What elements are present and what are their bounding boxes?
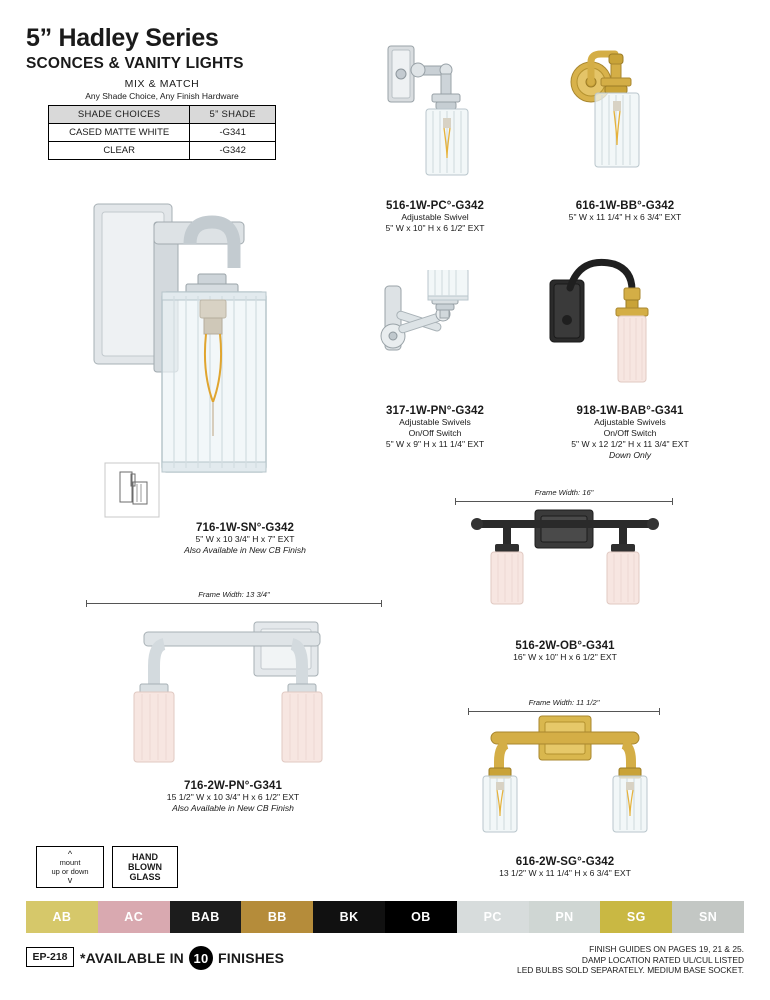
- product-sku: 918-1W-BAB°-G341: [576, 405, 684, 417]
- finish-code: BK: [339, 910, 359, 924]
- product-dimensions: 5" W x 11 1/4" H x 6 3/4" EXT: [568, 212, 682, 222]
- finish-color-bar: [26, 901, 744, 933]
- product-sku: 716-1W-SN°-G342: [196, 522, 294, 534]
- chevron-down-icon: v: [67, 875, 73, 885]
- product-image-716-2W-PN: [86, 604, 382, 769]
- finish-swatch-bk: [313, 901, 385, 933]
- finish-code: SN: [698, 910, 718, 924]
- mix-match-subtitle: Any Shade Choice, Any Finish Hardware: [85, 91, 239, 101]
- product-note: Also Available in New CB Finish: [172, 803, 294, 813]
- product-note: Down Only: [608, 450, 652, 460]
- table-header-row: [49, 106, 276, 124]
- available-text: *AVAILABLE IN: [80, 950, 184, 966]
- cell-shade-name: CASED MATTE WHITE: [49, 124, 190, 142]
- product-caption-918-1W-BAB: [530, 405, 730, 461]
- product-image-918-1W-BAB: [540, 258, 700, 406]
- mix-and-match-block: [48, 78, 276, 160]
- product-dimensions: 5" W x 12 1/2" H x 11 3/4" EXT: [571, 439, 689, 449]
- footer-notes: [517, 944, 744, 976]
- table-row: [49, 124, 276, 142]
- product-dimensions: 5" W x 9" H x 11 1/4" EXT: [385, 439, 485, 449]
- column-header-shade-choices: SHADE CHOICES: [49, 106, 190, 124]
- mount-label-line2: up or down: [51, 867, 89, 876]
- finish-code: BB: [267, 910, 287, 924]
- page-subtitle: SCONCES & VANITY LIGHTS: [26, 55, 244, 72]
- finish-swatch-pn: [529, 901, 601, 933]
- product-inset-line-art-716-1W-SN: [104, 462, 160, 518]
- product-image-716-1W-SN: [86, 196, 316, 496]
- finish-code: SG: [626, 910, 646, 924]
- footer-note-line: LED BULBS SOLD SEPARATELY. MEDIUM BASE SOCKET.: [517, 965, 744, 975]
- chevron-up-icon: ^: [67, 849, 73, 859]
- page-code-badge: EP-218: [26, 947, 74, 967]
- product-caption-716-2W-PN: [120, 780, 346, 814]
- product-detail: Adjustable Swivels: [399, 417, 471, 427]
- table-row: [49, 142, 276, 160]
- product-image-516-1W-PC: [370, 40, 500, 195]
- product-detail: Adjustable Swivel: [401, 212, 469, 222]
- page-title: 5” Hadley Series: [26, 24, 219, 52]
- finish-code: AC: [124, 910, 144, 924]
- mix-match-title: MIX & MATCH: [124, 78, 200, 90]
- product-sku: 516-2W-OB°-G341: [515, 640, 615, 652]
- product-sku: 516-1W-PC°-G342: [386, 200, 484, 212]
- finish-swatch-pc: [457, 901, 529, 933]
- finish-swatch-bab: [170, 901, 242, 933]
- product-sku: 616-2W-SG°-G342: [515, 856, 615, 868]
- frame-width-label: Frame Width: 11 1/2": [528, 698, 600, 707]
- product-dimensions: 15 1/2" W x 10 3/4" H x 6 1/2" EXT: [166, 792, 300, 802]
- product-caption-616-1W-BB: [530, 200, 720, 223]
- frame-width-label: Frame Width: 16": [534, 488, 594, 497]
- product-sku: 716-2W-PN°-G341: [184, 780, 282, 792]
- finish-swatch-ob: [385, 901, 457, 933]
- product-note: Also Available in New CB Finish: [184, 545, 306, 555]
- product-caption-616-2W-SG: [465, 856, 665, 879]
- hand-blown-line1: HAND: [132, 852, 158, 862]
- cell-shade-code: -G341: [190, 124, 276, 142]
- finish-count-badge: 10: [189, 946, 213, 970]
- product-caption-516-2W-OB: [465, 640, 665, 663]
- finishes-word: FINISHES: [217, 950, 285, 966]
- finish-code: PN: [555, 910, 574, 924]
- product-dimensions: 5" W x 10 3/4" H x 7" EXT: [195, 534, 295, 544]
- finish-swatch-ab: [26, 901, 98, 933]
- hand-blown-line2: BLOWN: [128, 862, 162, 872]
- finish-swatch-bb: [241, 901, 313, 933]
- product-dimensions: 16" W x 10" H x 6 1/2" EXT: [513, 652, 617, 662]
- cell-shade-name: CLEAR: [49, 142, 190, 160]
- product-caption-317-1W-PN: [340, 405, 530, 450]
- finish-code: AB: [52, 910, 72, 924]
- page-header: [26, 24, 244, 73]
- finish-code: BAB: [191, 910, 220, 924]
- product-detail: Adjustable Swivels: [594, 417, 666, 427]
- footer-note-line: DAMP LOCATION RATED UL/CUL LISTED: [581, 954, 744, 965]
- hand-blown-glass-badge: [112, 846, 178, 888]
- finish-swatch-ac: [98, 901, 170, 933]
- product-dimensions: 13 1/2" W x 11 1/4" H x 6 3/4" EXT: [499, 868, 631, 878]
- product-sku: 317-1W-PN°-G342: [386, 405, 484, 417]
- finish-code: PC: [483, 910, 502, 924]
- mount-label-line1: mount: [59, 858, 81, 867]
- shade-choices-table: [48, 105, 276, 160]
- product-detail: On/Off Switch: [408, 428, 462, 438]
- frame-width-label: Frame Width: 13 3/4": [198, 590, 270, 599]
- finish-swatch-sg: [600, 901, 672, 933]
- finish-swatch-sn: [672, 901, 744, 933]
- cell-shade-code: -G342: [190, 142, 276, 160]
- mount-up-or-down-badge: [36, 846, 104, 888]
- product-caption-716-1W-SN: [120, 522, 370, 556]
- product-sku: 616-1W-BB°-G342: [575, 200, 675, 212]
- product-image-317-1W-PN: [355, 270, 505, 405]
- available-finishes-note: [80, 946, 284, 970]
- column-header-5-shade: 5” SHADE: [190, 106, 276, 124]
- product-detail: On/Off Switch: [603, 428, 657, 438]
- hand-blown-line3: GLASS: [129, 872, 161, 882]
- product-image-516-2W-OB: [455, 500, 673, 610]
- finish-code: OB: [411, 910, 431, 924]
- product-caption-516-1W-PC: [345, 200, 525, 234]
- product-image-616-1W-BB: [555, 38, 685, 198]
- product-image-616-2W-SG: [455, 710, 673, 838]
- product-dimensions: 5" W x 10" H x 6 1/2" EXT: [385, 223, 485, 233]
- footer-note-line: FINISH GUIDES ON PAGES 19, 21 & 25.: [589, 944, 744, 954]
